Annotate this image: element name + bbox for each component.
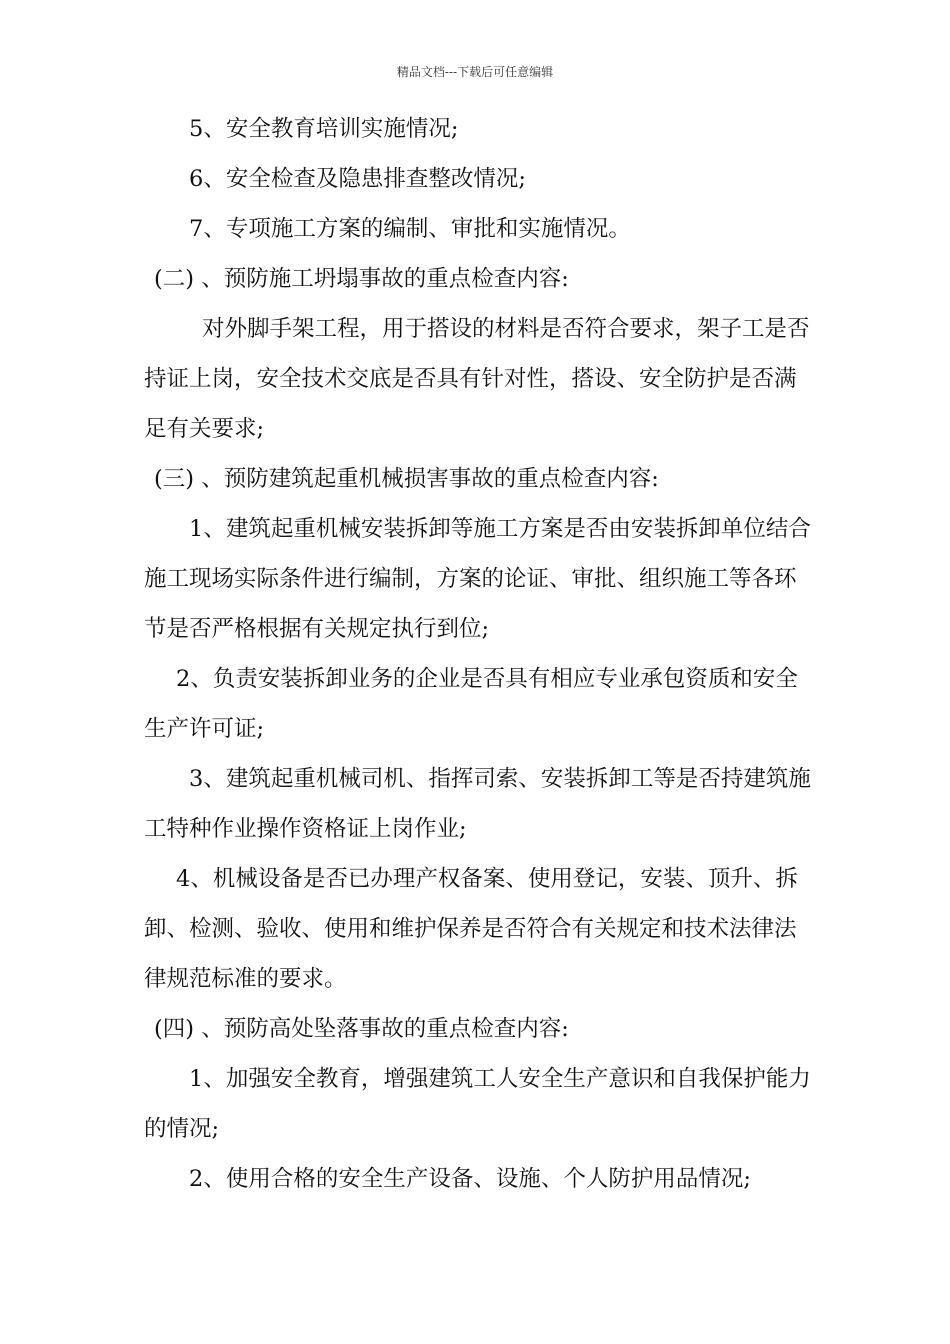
paragraph-line: 的情况; (144, 1116, 220, 1142)
list-item: 7、专项施工方案的编制、审批和实施情况。 (189, 216, 631, 242)
paragraph-line: 节是否严格根据有关规定执行到位; (144, 616, 490, 642)
list-item: 2、使用合格的安全生产设备、设施、个人防护用品情况; (189, 1166, 751, 1192)
paragraph-line: 足有关要求; (144, 416, 265, 442)
list-item: 5、安全教育培训实施情况; (189, 116, 459, 142)
paragraph-line: 卸、检测、验收、使用和维护保养是否符合有关规定和技术法律法 (144, 916, 797, 942)
section-heading: (四) 、预防高处坠落事故的重点检查内容: (154, 1016, 569, 1042)
paragraph-line: 律规范标准的要求。 (144, 966, 347, 992)
list-item: 6、安全检查及隐患排查整改情况; (189, 166, 526, 192)
paragraph-line: 对外脚手架工程，用于搭设的材料是否符合要求，架子工是否 (202, 316, 810, 342)
section-heading: (二) 、预防施工坍塌事故的重点检查内容: (154, 266, 569, 292)
list-item: 2、负责安装拆卸业务的企业是否具有相应专业承包资质和安全 (176, 666, 798, 692)
paragraph-line: 生产许可证; (144, 716, 265, 742)
page-header: 精品文档---下载后可任意编辑 (396, 65, 554, 79)
paragraph-line: 工特种作业操作资格证上岗作业; (144, 816, 467, 842)
list-item: 1、建筑起重机械安装拆卸等施工方案是否由安装拆卸单位结合 (189, 516, 811, 542)
list-item: 4、机械设备是否已办理产权备案、使用登记，安装、顶升、拆 (176, 866, 798, 892)
paragraph-line: 施工现场实际条件进行编制，方案的论证、审批、组织施工等各环 (144, 566, 797, 592)
list-item: 3、建筑起重机械司机、指挥司索、安装拆卸工等是否持建筑施 (189, 766, 811, 792)
paragraph-line: 持证上岗，安全技术交底是否具有针对性，搭设、安全防护是否满 (144, 366, 797, 392)
list-item: 1、加强安全教育，增强建筑工人安全生产意识和自我保护能力 (189, 1066, 811, 1092)
document-body (144, 104, 816, 1204)
section-heading: (三) 、预防建筑起重机械损害事故的重点检查内容: (154, 466, 659, 492)
